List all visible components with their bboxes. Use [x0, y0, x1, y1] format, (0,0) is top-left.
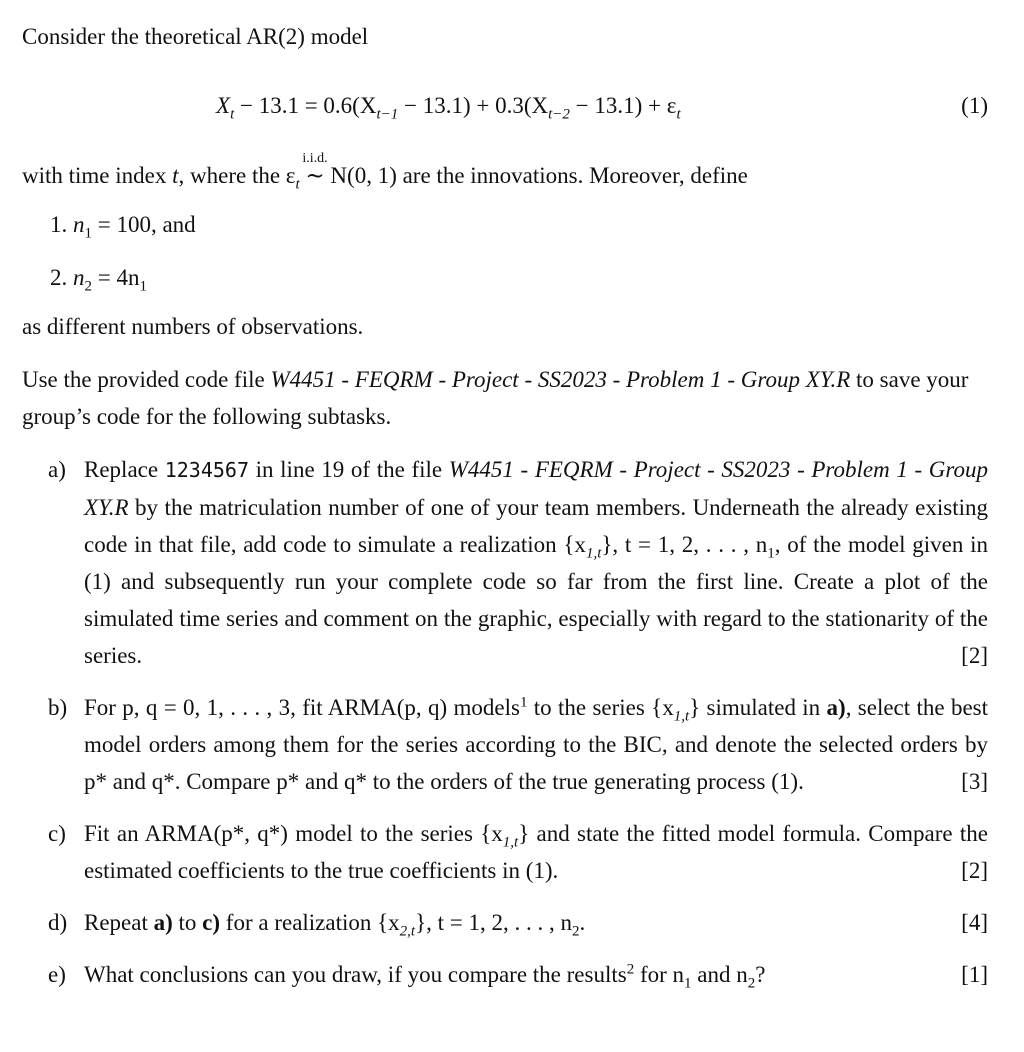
task-list — [22, 451, 988, 993]
problem-sheet — [22, 18, 988, 1008]
task-label: a) — [48, 457, 66, 482]
task-label: e) — [48, 962, 66, 987]
task-c: c) Fit an ARMA(p*, q*) model to the series $\{x_{1,t}\}$ and state the fitted model formula. Compare the estimated coefficients to the true coefficients in (1). [2] — [22, 815, 988, 889]
points-badge: [3] — [961, 769, 988, 794]
points-badge: [2] — [961, 858, 988, 883]
equation-row — [22, 87, 988, 127]
definition-list — [50, 206, 988, 296]
code-token: 1234567 — [164, 458, 249, 482]
task-label: d) — [48, 910, 68, 935]
task-d: d) Repeat a) to c) for a realization $\{x_{2,t}\}$, t = 1, 2, . . . , $n_2$. [4] — [22, 904, 988, 941]
model-equation: $X_t - 13.1 = 0.6(X_{t-1} - 13.1) + 0.3(X_{t-2} - 13.1) + \varepsilon_t$ — [216, 93, 681, 123]
instructions-text: Use the provided code file W4451 - FEQRM - Project - SS2023 - Problem 1 - Group XY.R to save your group’s code for the following subtasks. — [22, 367, 969, 429]
task-b: b) For p, q = 0, 1, . . . , 3, fit ARMA(p, q) models$^1$ to the series $\{x_{1,t}\}$ simulated in a), select the best model orders among them for the series according to the BIC, and denote the selected orders by p* and q*. Compare p* and q* to the orders of the true generating process (1). [3] — [22, 689, 988, 800]
list-item: 1. $n_1 = 100$, and — [50, 212, 196, 242]
points-badge: [1] — [961, 962, 988, 987]
iid-symbol: i.i.d. ∼ — [302, 151, 328, 188]
task-a: a) Replace 1234567 in line 19 of the file W4451 - FEQRM - Project - SS2023 - Problem 1 - Group XY.R by the matriculation number of one of your team members. Underneath the already existing code in that file, add code to simulate a realization $\{x_{1,t}\}$, t = 1, 2, . . . , $n_1$, of the model given in (1) and subsequently run your complete code so far from the first line. Create a plot of the simulated time series and comment on the graphic, especially with regard to the stationarity of the series. [2] — [22, 451, 988, 674]
task-label: c) — [48, 821, 66, 846]
task-e: e) What conclusions can you draw, if you compare the results$^2$ for $n_1$ and $n_2$? [1] — [22, 956, 988, 993]
definition-tail: as different numbers of observations. — [22, 314, 364, 339]
definition-text: with time index t, where the $\varepsilon_t$ i.i.d. ∼ N(0, 1) are the innovations. Moreover, define — [22, 151, 748, 193]
list-item: 2. $n_2 = 4n_1$ — [50, 265, 147, 295]
task-label: b) — [48, 695, 68, 720]
equation-number: (1) — [961, 93, 988, 118]
points-badge: [2] — [961, 643, 988, 668]
intro-text: Consider the theoretical AR(2) model — [22, 24, 369, 49]
points-badge: [4] — [961, 910, 988, 935]
